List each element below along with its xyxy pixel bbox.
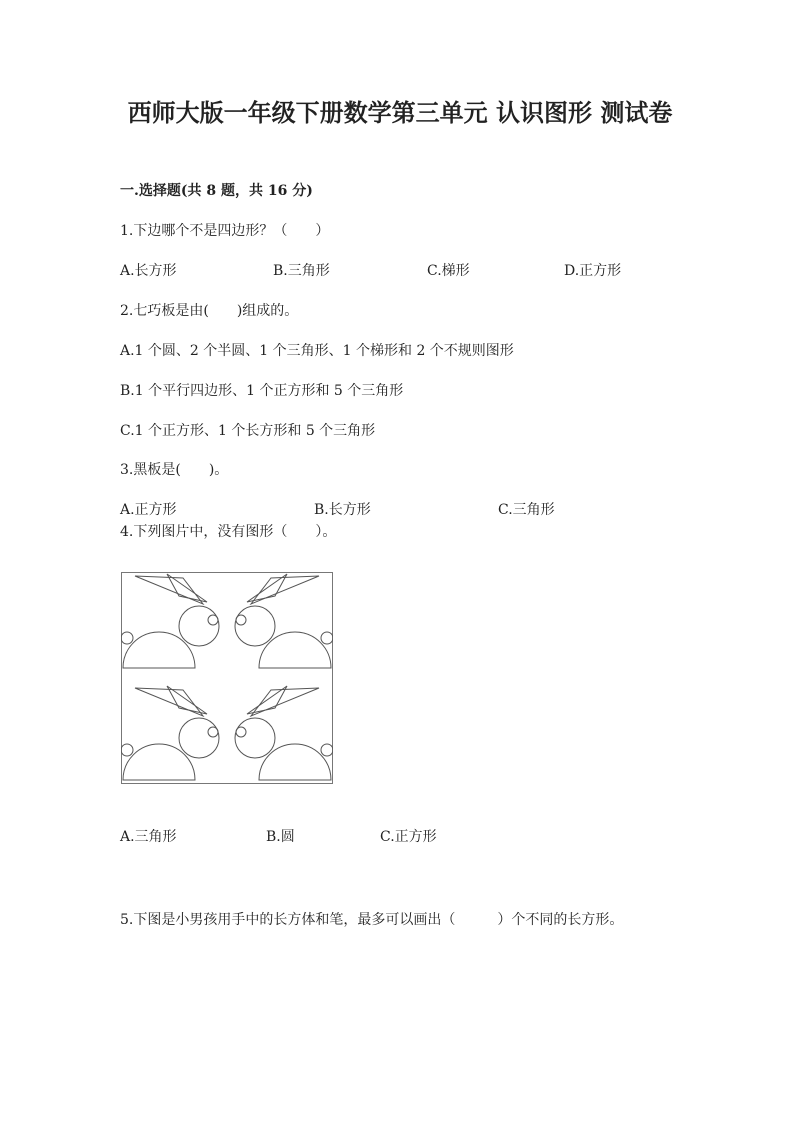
question-1-option-d[interactable]: D.正方形 xyxy=(564,263,622,279)
question-3-option-a[interactable]: A.正方形 xyxy=(120,502,177,518)
question-5-stem: 5.下图是小男孩用手中的长方体和笔，最多可以画出（ ）个不同的长方形。 xyxy=(120,912,624,928)
question-2-option-a[interactable]: A.1 个圆、2 个半圆、1 个三角形、1 个梯形和 2 个不规则图形 xyxy=(120,343,514,359)
rabbit-shapes-figure xyxy=(121,572,333,784)
question-3-option-c[interactable]: C.三角形 xyxy=(498,502,555,518)
question-1-option-c[interactable]: C.梯形 xyxy=(427,263,470,279)
question-2-option-c[interactable]: C.1 个正方形、1 个长方形和 5 个三角形 xyxy=(120,423,376,439)
question-1-option-b[interactable]: B.三角形 xyxy=(273,263,330,279)
question-3-option-b[interactable]: B.长方形 xyxy=(314,502,371,518)
question-4-option-b[interactable]: B.圆 xyxy=(266,829,295,845)
section-heading: 一.选择题(共 8 题，共 16 分) xyxy=(120,183,313,199)
page-title: 西师大版一年级下册数学第三单元 认识图形 测试卷 xyxy=(127,98,673,127)
question-2-stem: 2.七巧板是由( )组成的。 xyxy=(120,303,299,319)
question-2-option-b[interactable]: B.1 个平行四边形、1 个正方形和 5 个三角形 xyxy=(120,383,404,399)
question-1-option-a[interactable]: A.长方形 xyxy=(120,263,177,279)
question-4-stem: 4.下列图片中，没有图形（ ）。 xyxy=(120,524,337,540)
question-4-option-a[interactable]: A.三角形 xyxy=(120,829,177,845)
question-4-option-c[interactable]: C.正方形 xyxy=(380,829,437,845)
question-3-stem: 3.黑板是( )。 xyxy=(120,462,229,478)
question-1-stem: 1.下边哪个不是四边形？（ ） xyxy=(120,223,330,239)
